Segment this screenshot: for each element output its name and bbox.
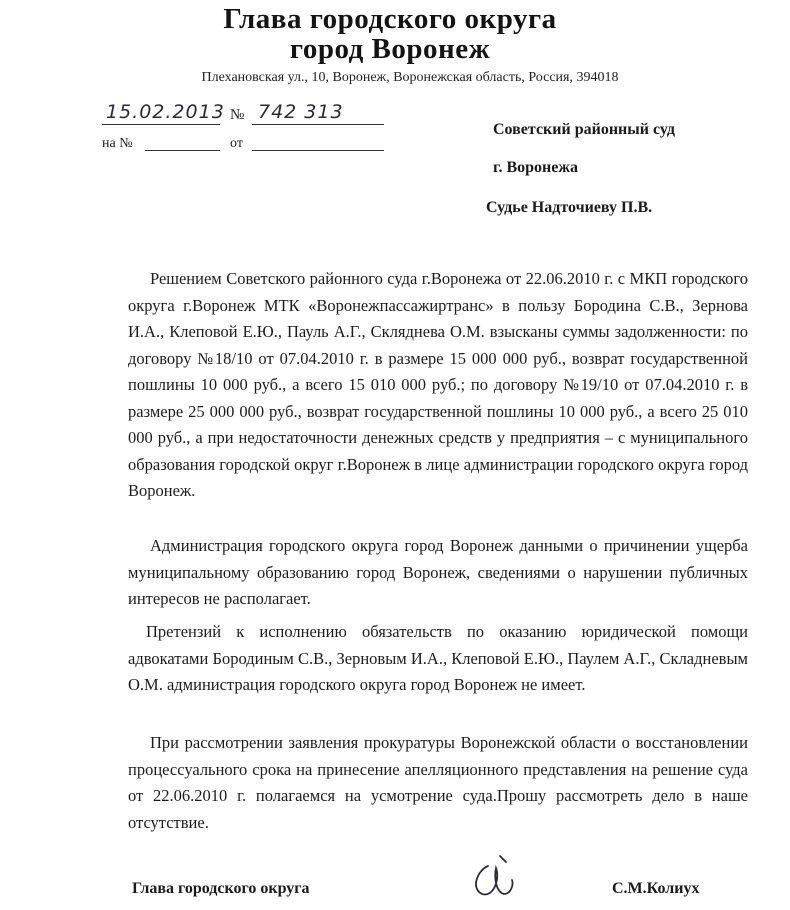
addressee-judge: Судье Надточиеву П.В. [486,199,653,216]
number-underline [252,124,384,125]
handwritten-date: 15.02.2013 [106,101,225,123]
signatory-name: С.М.Колиух [612,880,700,897]
letterhead-address: Плехановская ул., 10, Воронеж, Воронежская область, Россия, 394018 [201,70,619,85]
letterhead-title-line2: город Воронеж [289,33,491,65]
reply-to-underline [145,150,220,151]
addressee-court: Советский районный суд [493,121,675,138]
body-paragraph-3: Претензий к исполнению обязательств по оказанию юридической помощи адвокатами Бородиным С.В., Зерновым И.А., Клеповой Е.Ю., Паулем А.Г., Складневым О.М. администрация городского округа город Воронеж не имеет. [128,622,748,694]
body-paragraph-1: Решением Советского районного суда г.Воронежа от 22.06.2010 г. с МКП городского округа г.Воронеж МТК «Воронежпассажиртранс» в пользу Бородина С.В., Зернова И.А., Клеповой Е.Ю., Пауль А.Г., Скляднева О.М. взысканы суммы задолженности: по договору №18/10 от 07.04.2010 г. в размере 15 000 000 руб., возврат государственной пошлины 10 000 руб., а всего 15 010 000 руб.; по договору №19/10 от 07.04.2010 г. в размере 25 000 000 руб., возврат государственной пошлины 10 000 руб., а всего 25 010 000 руб., а при недостаточности денежных средств у предприятия – с муниципального образования городской округ г.Воронеж в лице администрации городского округа город Воронеж. [128,269,748,500]
body-paragraph-2: Администрация городского округа город Воронеж данными о причинении ущерба муниципальному образованию город Воронеж, сведениями о нарушении публичных интересов не располагает. [128,536,748,608]
addressee-city: г. Воронежа [493,159,578,176]
letterhead-title-line1: Глава городского округа [223,3,557,35]
body-paragraph-4: При рассмотрении заявления прокуратуры Воронежской области о восстановлении процессуального срока на принесение апелляционного представления на решение суда от 22.06.2010 г. полагаемся на усмотрение суда.Прошу рассмотреть дело в наше отсутствие. [128,733,748,832]
reply-to-label: на № [102,136,133,151]
signatory-title: Глава городского округа [132,880,310,897]
handwritten-number: 742 313 [258,101,344,123]
handwritten-signature [460,848,540,908]
from-underline [252,150,384,151]
date-underline [102,124,220,125]
from-label: от [230,136,243,151]
number-label: № [230,107,245,123]
